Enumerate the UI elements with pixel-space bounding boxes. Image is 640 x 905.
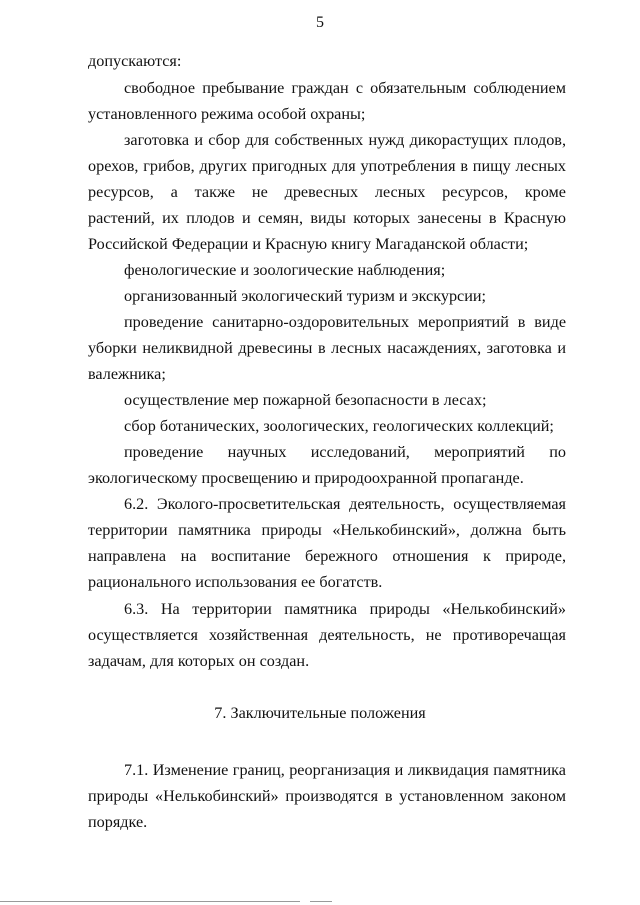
text-line: 6.3. На территории памятника природы «Нелькобинский» [124, 600, 566, 618]
text-line: сбор ботанических, зоологических, геологических коллекций; [124, 417, 554, 435]
text-line: проведение научных исследований, мероприятий по [124, 443, 566, 461]
text-line: свободное пребывание граждан с обязательным соблюдением [124, 79, 566, 97]
text-line: установленного режима особой охраны; [88, 105, 366, 123]
text-line: осуществление мер пожарной безопасности в лесах; [124, 391, 487, 409]
text-line: направлена на воспитание бережного отношения к природе, [88, 547, 566, 565]
scan-edge-mark [0, 901, 300, 902]
section-heading: 7. Заключительные положения [214, 704, 426, 722]
text-line: организованный экологический туризм и экскурсии; [124, 287, 487, 305]
text-line: растений, их плодов и семян, виды которых занесены в Красную [88, 209, 566, 227]
text-line: допускаются: [88, 52, 182, 70]
text-line: экологическому просвещению и природоохранной пропаганде. [88, 469, 524, 487]
text-line: уборки неликвидной древесины в лесных насаждениях, заготовка и [88, 339, 566, 357]
text-line: Российской Федерации и Красную книгу Магаданской области; [88, 235, 529, 253]
text-line: орехов, грибов, других пригодных для употребления в пищу лесных [88, 157, 566, 175]
text-line: задачам, для которых он создан. [88, 652, 310, 670]
text-line: 7.1. Изменение границ, реорганизация и ликвидация памятника [124, 761, 566, 779]
text-line: проведение санитарно-оздоровительных мероприятий в виде [124, 313, 566, 331]
text-line: рационального использования ее богатств. [88, 573, 383, 591]
text-line: заготовка и сбор для собственных нужд дикорастущих плодов, [124, 131, 566, 149]
scan-edge-mark [310, 901, 332, 902]
text-line: природы «Нелькобинский» производятся в установленном законом [88, 787, 566, 805]
text-line: валежника; [88, 365, 166, 383]
text-line: 6.2. Эколого-просветительская деятельность, осуществляемая [124, 495, 566, 513]
page-number: 5 [316, 14, 324, 31]
text-line: фенологические и зоологические наблюдения; [124, 261, 446, 279]
text-line: территории памятника природы «Нелькобинский», должна быть [88, 521, 566, 539]
text-line: осуществляется хозяйственная деятельность, не противоречащая [88, 626, 566, 644]
text-line: порядке. [88, 813, 148, 831]
text-line: ресурсов, а также не древесных лесных ресурсов, кроме [88, 183, 566, 201]
